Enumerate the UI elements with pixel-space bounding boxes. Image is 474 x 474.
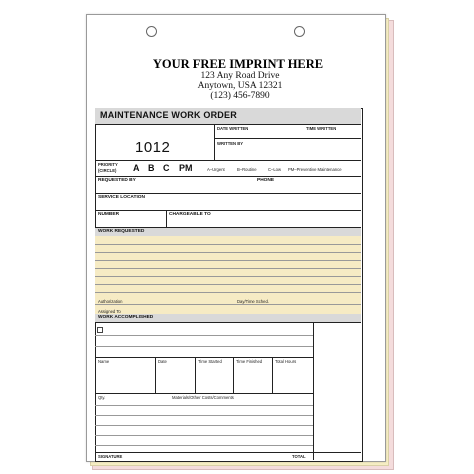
col-name-label: Name (98, 359, 110, 364)
work-accomplished-label: WORK ACCOMPLISHED (98, 315, 154, 320)
total-label: TOTAL (292, 454, 306, 459)
address-line-1: 123 Any Road Drive (200, 71, 280, 81)
col-time-started-label: Time Started (198, 359, 222, 364)
priority-b[interactable]: B (148, 163, 155, 173)
priority-c[interactable]: C (163, 163, 170, 173)
company-name: YOUR FREE IMPRINT HERE (152, 57, 324, 71)
col-time-finished-label: Time Finished (236, 359, 263, 364)
legend-urgent: A–Urgent (207, 167, 225, 172)
binding-hole-right (294, 26, 305, 37)
work-accomplished-checkbox[interactable] (97, 327, 103, 333)
number-label: NUMBER (98, 212, 120, 217)
binding-hole-left (146, 26, 157, 37)
phone-label: PHONE (257, 178, 275, 183)
priority-circle-note: (CIRCLE) (98, 168, 117, 173)
service-location-label: SERVICE LOCATION (98, 195, 145, 200)
authorization-label: Authorization (98, 299, 123, 304)
chargeable-to-label: CHARGEABLE TO (169, 212, 211, 217)
company-phone: (123) 456-7890 (210, 91, 270, 101)
qty-label: Qty. (98, 395, 106, 400)
date-written-label: DATE WRITTEN (217, 126, 249, 131)
legend-low: C–Low (268, 167, 282, 172)
work-requested-area[interactable] (95, 236, 361, 320)
written-by-label: WRITTEN BY (217, 141, 244, 146)
legend-preventive: PM–Preventive Maintenance (288, 167, 342, 172)
assigned-to-label: Assigned To (98, 309, 121, 314)
date-time-sched-label: Day/Time Sched. (237, 299, 269, 304)
col-date-label: Date (158, 359, 167, 364)
address-line-2: Anytown, USA 12321 (197, 81, 283, 91)
form-title: MAINTENANCE WORK ORDER (100, 110, 237, 120)
signature-label: SIGNATURE (98, 454, 123, 459)
col-total-hours-label: Total Hours (275, 359, 297, 364)
priority-label: PRIORITY (98, 162, 118, 167)
materials-label: Materials/Other Costs/Comments (172, 395, 234, 400)
work-requested-label: WORK REQUESTED (98, 229, 145, 234)
legend-routine: B–Routine (237, 167, 257, 172)
priority-a[interactable]: A (133, 163, 140, 173)
requested-by-label: REQUESTED BY (98, 178, 136, 183)
priority-pm[interactable]: PM (179, 163, 193, 173)
time-written-label: TIME WRITTEN (306, 126, 337, 131)
work-order-number: 1012 (135, 139, 171, 156)
